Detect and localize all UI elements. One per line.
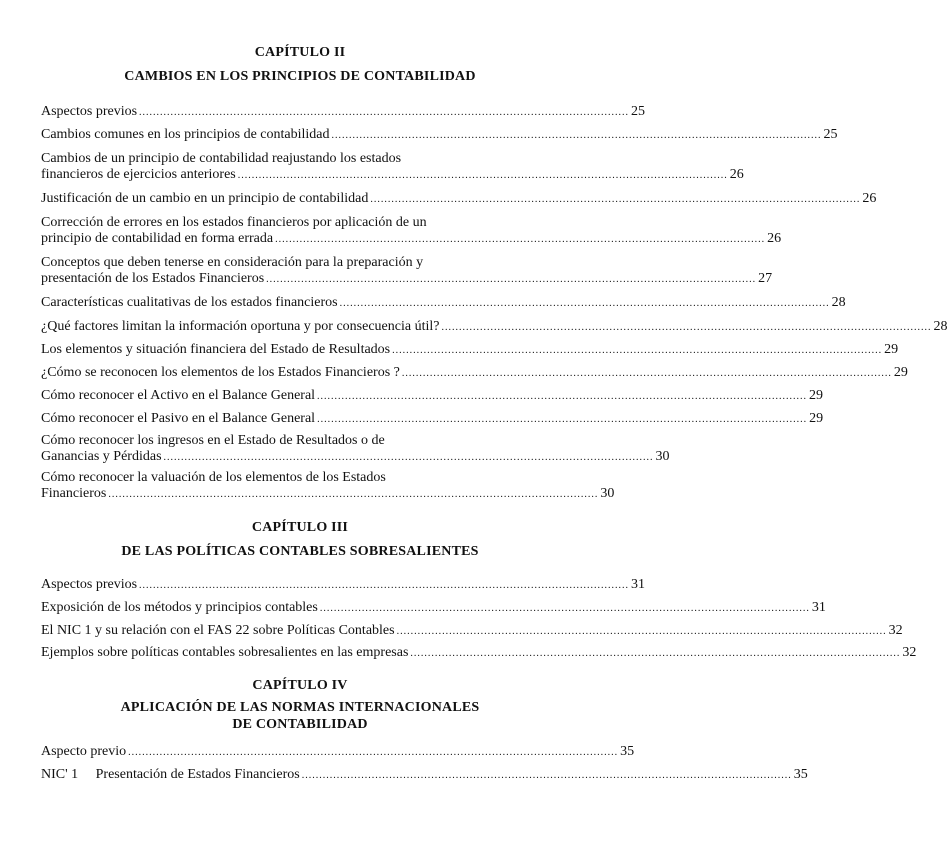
toc-page-number: 30 [600, 486, 615, 501]
chapter-3-title: DE LAS POLÍTICAS CONTABLES SOBRESALIENTES [121, 544, 479, 559]
toc-entry-text: Aspectos previos [41, 577, 138, 592]
toc-page-number: 31 [811, 600, 826, 615]
toc-entry[interactable] [41, 388, 824, 405]
toc-entry[interactable] [41, 744, 635, 761]
toc-page-number: 32 [888, 623, 903, 638]
toc-entry[interactable] [41, 645, 917, 662]
toc-entry[interactable] [41, 411, 824, 428]
toc-entry-text: Justificación de un cambio en un principio de contabilidad [41, 191, 369, 206]
chapter-4-label: CAPÍTULO IV [252, 678, 348, 693]
chapter-4-title-line2: DE CONTABILIDAD [232, 717, 368, 732]
toc-entry[interactable] [41, 319, 947, 336]
toc-page-number: 30 [655, 449, 670, 464]
chapter-2-title: CAMBIOS EN LOS PRINCIPIOS DE CONTABILIDAD [124, 69, 476, 84]
dot-leader: ............................................................................................................................................ [396, 626, 887, 637]
toc-page-number: 29 [893, 365, 908, 380]
toc-entry[interactable] [41, 255, 773, 288]
toc-page-number: 26 [767, 231, 782, 246]
toc-entry[interactable] [41, 191, 877, 208]
toc-entry[interactable] [41, 433, 670, 466]
toc-entry-text: Cómo reconocer el Pasivo en el Balance General [41, 411, 316, 426]
toc-entry[interactable] [41, 767, 808, 784]
dot-leader: ............................................................................................................................................ [401, 368, 892, 379]
toc-page-number: 29 [809, 411, 824, 426]
toc-entry-text-line1: Cómo reconocer los ingresos en el Estado de Resultados o de [41, 433, 385, 448]
dot-leader: ............................................................................................................................................ [317, 391, 808, 402]
toc-page-number: 32 [902, 645, 917, 660]
toc-entry-text: El NIC 1 y su relación con el FAS 22 sobre Políticas Contables [41, 623, 395, 638]
toc-page-number: 27 [758, 271, 773, 286]
toc-entry-text: Cómo reconocer el Activo en el Balance General [41, 388, 316, 403]
dot-leader: ............................................................................................................................................ [370, 194, 861, 205]
toc-entry-text: Los elementos y situación financiera del Estado de Resultados [41, 342, 391, 357]
toc-page-number: 35 [620, 744, 635, 759]
toc-entry[interactable] [41, 600, 826, 617]
toc-page-number: 28 [831, 295, 846, 310]
toc-page-number: 31 [631, 577, 646, 592]
toc-entry-text-line1: Cambios de un principio de contabilidad reajustando los estados [41, 151, 402, 166]
toc-entry-text-line1: Corrección de errores en los estados financieros por aplicación de un [41, 215, 427, 230]
toc-entry[interactable] [41, 127, 838, 144]
toc-entry[interactable] [41, 151, 744, 184]
toc-entry[interactable] [41, 623, 903, 640]
toc-page-number: 25 [631, 104, 646, 119]
dot-leader: ............................................................................................................................................ [392, 345, 883, 356]
toc-entry-text-line1: Cómo reconocer la valuación de los elementos de los Estados [41, 470, 386, 485]
dot-leader: ............................................................................................................................................ [410, 648, 901, 659]
toc-entry-text: Aspectos previos [41, 104, 138, 119]
toc-entry[interactable] [41, 295, 846, 312]
toc-entry-text: Ganancias y Pérdidas [41, 449, 162, 464]
dot-leader: ............................................................................................................................................ [301, 770, 792, 781]
toc-entry-text: Ejemplos sobre políticas contables sobresalientes en las empresas [41, 645, 409, 660]
dot-leader: ............................................................................................................................................ [139, 107, 630, 118]
toc-page-number: 29 [809, 388, 824, 403]
dot-leader: ............................................................................................................................................ [441, 322, 932, 333]
toc-page-number: 25 [823, 127, 838, 142]
toc-page-number: 26 [729, 167, 744, 182]
dot-leader: ............................................................................................................................................ [108, 489, 599, 500]
dot-leader: ............................................................................................................................................ [319, 603, 810, 614]
toc-entry-text: Aspecto previo [41, 744, 127, 759]
toc-entry[interactable] [41, 342, 899, 359]
toc-entry-text: NIC' 1 Presentación de Estados Financieros [41, 767, 300, 782]
dot-leader: ............................................................................................................................................ [139, 580, 630, 591]
dot-leader: ............................................................................................................................................ [317, 414, 808, 425]
toc-entry-text: Financieros [41, 486, 107, 501]
toc-entry-text: Exposición de los métodos y principios contables [41, 600, 318, 615]
dot-leader: ............................................................................................................................................ [339, 298, 830, 309]
dot-leader: ............................................................................................................................................ [237, 170, 728, 181]
toc-page-number: 35 [793, 767, 808, 782]
toc-page-number: 28 [933, 319, 947, 334]
toc-entry[interactable] [41, 577, 646, 594]
dot-leader: ............................................................................................................................................ [128, 747, 619, 758]
toc-entry-text: ¿Qué factores limitan la información oportuna y por consecuencia útil? [41, 319, 440, 334]
toc-entry[interactable] [41, 365, 908, 382]
toc-entry-text: presentación de los Estados Financieros [41, 271, 265, 286]
dot-leader: ............................................................................................................................................ [275, 234, 766, 245]
dot-leader: ............................................................................................................................................ [266, 274, 757, 285]
dot-leader: ............................................................................................................................................ [163, 452, 654, 463]
toc-entry[interactable] [41, 104, 646, 121]
toc-page-number: 26 [862, 191, 877, 206]
toc-entry[interactable] [41, 470, 615, 503]
chapter-2-label: CAPÍTULO II [254, 45, 346, 60]
chapter-3-label: CAPÍTULO III [251, 520, 349, 535]
toc-entry[interactable] [41, 215, 782, 248]
toc-entry-text-line1: Conceptos que deben tenerse en consideración para la preparación y [41, 255, 424, 270]
toc-entry-text: Características cualitativas de los estados financieros [41, 295, 338, 310]
toc-entry-text: ¿Cómo se reconocen los elementos de los Estados Financieros ? [41, 365, 400, 380]
toc-page-number: 29 [884, 342, 899, 357]
dot-leader: ............................................................................................................................................ [331, 130, 822, 141]
chapter-4-title: APLICACIÓN DE LAS NORMAS INTERNACIONALES [120, 700, 480, 715]
toc-entry-text: Cambios comunes en los principios de contabilidad [41, 127, 330, 142]
toc-entry-text: principio de contabilidad en forma errada [41, 231, 274, 246]
toc-entry-text: financieros de ejercicios anteriores [41, 167, 236, 182]
